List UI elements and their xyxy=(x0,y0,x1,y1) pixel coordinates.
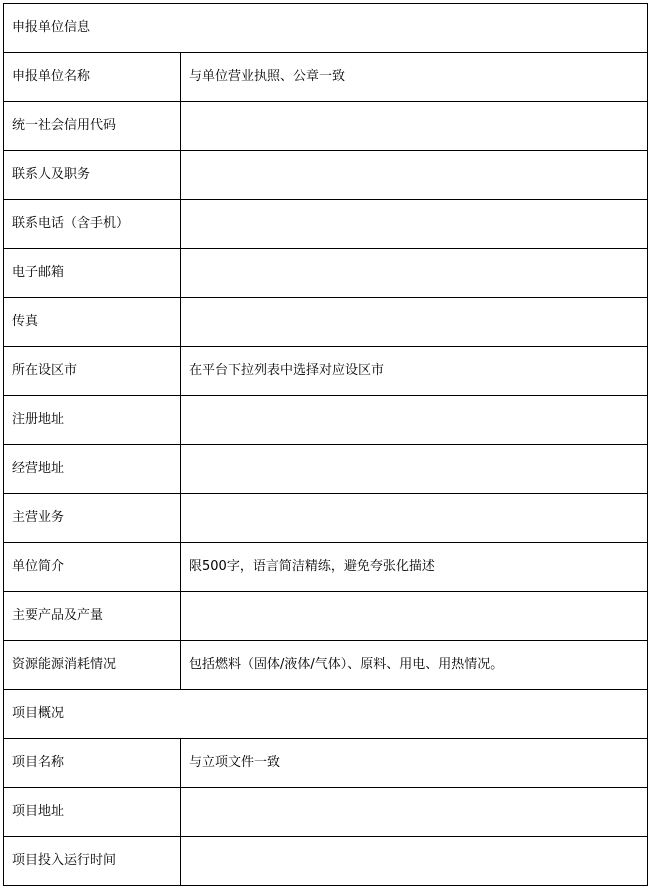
field-value-fax[interactable] xyxy=(181,298,648,347)
field-label: 项目地址 xyxy=(4,788,181,837)
field-value-city[interactable]: 在平台下拉列表中选择对应设区市 xyxy=(181,347,648,396)
table-row xyxy=(4,249,648,298)
field-label: 统一社会信用代码 xyxy=(4,102,181,151)
table-row xyxy=(4,200,648,249)
field-value-project-address[interactable] xyxy=(181,788,648,837)
section-header-row xyxy=(4,4,648,53)
field-label: 申报单位名称 xyxy=(4,53,181,102)
field-value-phone[interactable] xyxy=(181,200,648,249)
field-label: 联系电话（含手机） xyxy=(4,200,181,249)
table-row xyxy=(4,788,648,837)
table-row xyxy=(4,641,648,690)
field-value-main-products[interactable] xyxy=(181,592,648,641)
field-label: 注册地址 xyxy=(4,396,181,445)
field-label: 资源能源消耗情况 xyxy=(4,641,181,690)
field-label: 单位简介 xyxy=(4,543,181,592)
table-row xyxy=(4,445,648,494)
field-value-contact-person[interactable] xyxy=(181,151,648,200)
field-value-credit-code[interactable] xyxy=(181,102,648,151)
section-title-applicant-info: 申报单位信息 xyxy=(4,4,648,53)
field-value-registered-address[interactable] xyxy=(181,396,648,445)
field-label: 传真 xyxy=(4,298,181,347)
table-row xyxy=(4,739,648,788)
application-form-table xyxy=(3,3,648,886)
field-label: 项目名称 xyxy=(4,739,181,788)
field-label: 主要产品及产量 xyxy=(4,592,181,641)
field-value-project-start-time[interactable] xyxy=(181,837,648,886)
field-label: 所在设区市 xyxy=(4,347,181,396)
field-value-unit-profile[interactable]: 限500字，语言简洁精练，避免夸张化描述 xyxy=(181,543,648,592)
field-value-unit-name[interactable]: 与单位营业执照、公章一致 xyxy=(181,53,648,102)
table-row xyxy=(4,53,648,102)
table-row xyxy=(4,494,648,543)
table-row xyxy=(4,543,648,592)
field-label: 经营地址 xyxy=(4,445,181,494)
table-row xyxy=(4,592,648,641)
table-row xyxy=(4,298,648,347)
field-value-energy-consumption[interactable]: 包括燃料（固体/液体/气体）、原料、用电、用热情况。 xyxy=(181,641,648,690)
table-row xyxy=(4,396,648,445)
table-row xyxy=(4,151,648,200)
field-value-project-name[interactable]: 与立项文件一致 xyxy=(181,739,648,788)
section-header-row xyxy=(4,690,648,739)
field-label: 电子邮箱 xyxy=(4,249,181,298)
table-row xyxy=(4,837,648,886)
field-value-email[interactable] xyxy=(181,249,648,298)
field-value-main-business[interactable] xyxy=(181,494,648,543)
field-label: 项目投入运行时间 xyxy=(4,837,181,886)
table-row xyxy=(4,347,648,396)
section-title-project-overview: 项目概况 xyxy=(4,690,648,739)
field-value-business-address[interactable] xyxy=(181,445,648,494)
field-label: 联系人及职务 xyxy=(4,151,181,200)
table-row xyxy=(4,102,648,151)
field-label: 主营业务 xyxy=(4,494,181,543)
